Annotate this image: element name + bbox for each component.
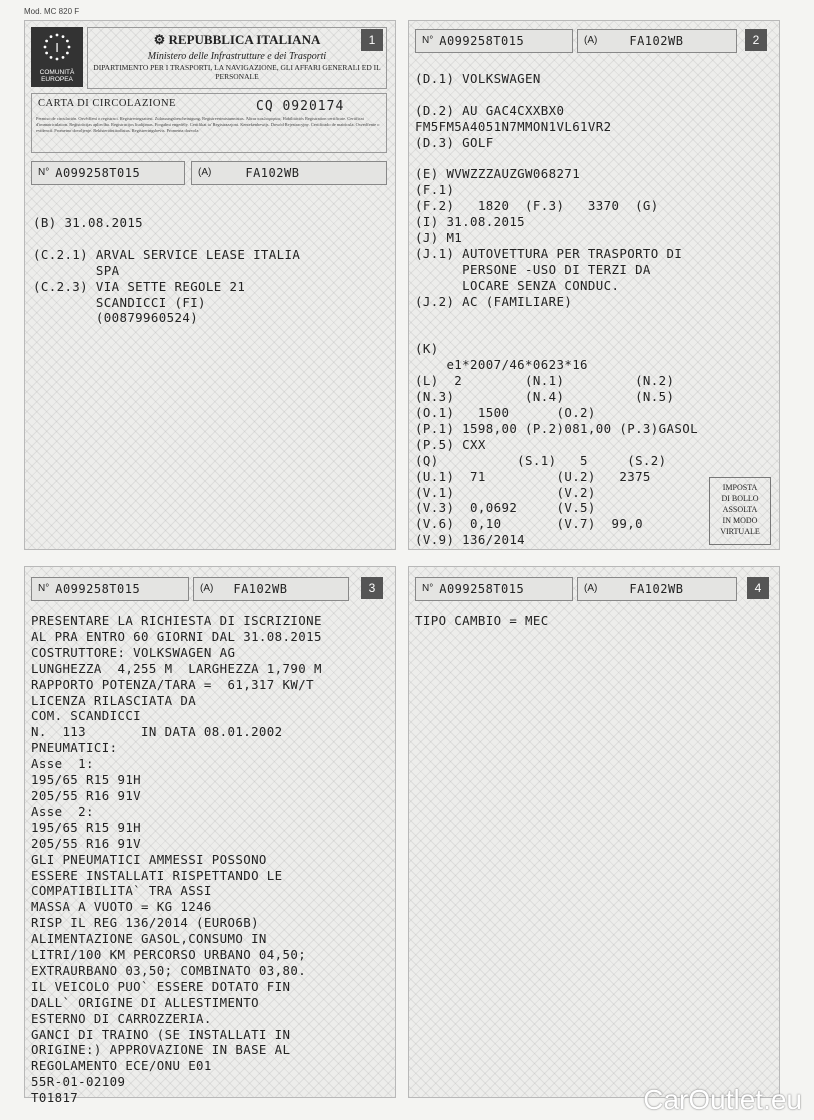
serial-label: N°: [38, 167, 50, 178]
serial-number: A099258T015: [439, 582, 525, 596]
text-line: GANCI DI TRAINO (SE INSTALLATI IN: [31, 1026, 291, 1042]
text-line: (C.2.1) ARVAL SERVICE LEASE ITALIA: [33, 246, 301, 262]
text-line: (K): [415, 341, 439, 357]
text-line: RISP IL REG 136/2014 (EURO6B): [31, 915, 259, 931]
text-line: ORIGINE:) APPROVAZIONE IN BASE AL: [31, 1042, 291, 1058]
serial-label: N°: [38, 583, 50, 594]
stamp-duty-box: [709, 477, 771, 545]
plate-number: FA102WB: [233, 582, 288, 596]
notes-text: [31, 613, 322, 1106]
eu-emblem: [31, 27, 83, 87]
text-line: LITRI/100 KM PERCORSO URBANO 04,50;: [31, 947, 307, 963]
text-line: EXTRAURBANO 03,50; COMBINATO 03,80.: [31, 962, 307, 978]
text-line: (E) WVWZZZAUZGW068271: [415, 166, 581, 182]
text-line: COSTRUTTORE: VOLKSWAGEN AG: [31, 644, 236, 660]
text-line: (I) 31.08.2015: [415, 214, 526, 230]
text-line: e1*2007/46*0623*16: [415, 357, 588, 373]
text-line: (U.1) 71 (U.2) 2375: [415, 468, 651, 484]
text-line: LUNGHEZZA 4,255 M LARGHEZZA 1,790 M: [31, 660, 322, 676]
serial-label: N°: [422, 583, 434, 594]
panel-2: [408, 20, 780, 550]
text-line: DALL` ORIGINE DI ALLESTIMENTO: [31, 994, 259, 1010]
text-line: 195/65 R15 91H: [31, 772, 142, 788]
serial-box: [415, 577, 573, 601]
text-line: Asse 1:: [31, 756, 94, 772]
text-line: (00879960524): [33, 310, 199, 326]
text-line: COM. SCANDICCI: [31, 708, 142, 724]
star-icon: [66, 40, 69, 43]
text-line: (J.1) AUTOVETTURA PER TRASPORTO DI: [415, 245, 683, 261]
emblem-icon: ⚙: [153, 32, 169, 47]
panel-number: 1: [361, 29, 383, 51]
panel-3: [24, 566, 396, 1106]
ministry-name: Ministero delle Infrastrutture e dei Trasporti: [147, 51, 327, 62]
text-line: (D.3) GOLF: [415, 134, 494, 150]
text-line: MASSA A VUOTO = KG 1246: [31, 899, 212, 915]
text-line: (F.1): [415, 182, 455, 198]
serial-box: [415, 29, 573, 53]
text-line: (D.2) AU GAC4CXXBX0: [415, 102, 565, 118]
serial-number: A099258T015: [55, 582, 141, 596]
star-icon: [62, 35, 65, 38]
star-icon: [45, 52, 48, 55]
plate-label: (A): [200, 583, 214, 594]
text-line: REGOLAMENTO ECE/ONU E01: [31, 1058, 212, 1074]
text-line: COMPATIBILITA` TRA ASSI: [31, 883, 212, 899]
text-line: (J) M1: [415, 230, 463, 246]
plate-label: (A): [198, 167, 212, 178]
text-line: 195/65 R15 91H: [31, 819, 142, 835]
document-title: CARTA DI CIRCOLAZIONE: [38, 98, 176, 109]
text-line: LOCARE SENZA CONDUC.: [415, 277, 620, 293]
text-line: IL VEICOLO PUO` ESSERE DOTATO FIN: [31, 978, 291, 994]
star-icon: [50, 56, 53, 59]
text-line: TIPO CAMBIO = MEC: [415, 613, 549, 628]
star-icon: [56, 58, 59, 61]
text-line: N. 113 IN DATA 08.01.2002: [31, 724, 283, 740]
plate-number: FA102WB: [629, 582, 684, 596]
text-line: (C.2.3) VIA SETTE REGOLE 21: [33, 278, 246, 294]
ministry-header: [87, 27, 387, 89]
plate-box: [577, 29, 737, 53]
notes-text: [415, 613, 549, 629]
text-line: ESSERE INSTALLATI RISPETTANDO LE: [31, 867, 283, 883]
text-line: [415, 151, 698, 167]
text-line: [415, 326, 698, 342]
text-line: (J.2) AC (FAMILIARE): [415, 293, 573, 309]
document-number: CQ 0920174: [256, 99, 345, 114]
text-line: [415, 87, 698, 103]
panel-number: 3: [361, 577, 383, 599]
text-line: SCANDICCI (FI): [33, 294, 206, 310]
text-line: GLI PNEUMATICI AMMESSI POSSONO: [31, 851, 267, 867]
panel-4: [408, 566, 780, 1098]
text-line: FM5FM5A4051N7MMON1VL61VR2: [415, 118, 612, 134]
text-line: (Q) (S.1) 5 (S.2): [415, 452, 667, 468]
carta-header: [31, 93, 387, 153]
text-line: Asse 2:: [31, 803, 94, 819]
text-line: RAPPORTO POTENZA/TARA = 61,317 KW/T: [31, 676, 314, 692]
serial-box: [31, 161, 185, 185]
text-line: SPA: [33, 262, 120, 278]
stamp-text: IN MODO: [722, 516, 758, 525]
star-icon: [50, 35, 53, 38]
text-line: (V.6) 0,10 (V.7) 99,0: [415, 516, 643, 532]
text-line: (V.9) 136/2014: [415, 532, 526, 548]
text-line: AL PRA ENTRO 60 GIORNI DAL 31.08.2015: [31, 628, 322, 644]
republic-title: ⚙ REPUBBLICA ITALIANA: [153, 32, 321, 47]
plate-box: [577, 577, 737, 601]
text-line: (L) 2 (N.1) (N.2): [415, 373, 675, 389]
text-line: (D.1) VOLKSWAGEN: [415, 71, 541, 86]
text-line: T01817: [31, 1090, 79, 1106]
owner-details: [33, 215, 300, 326]
text-line: ALIMENTAZIONE GASOL,CONSUMO IN: [31, 931, 267, 947]
text-line: (V.1) (V.2): [415, 484, 596, 500]
text-line: 55R-01-02109: [31, 1074, 126, 1090]
serial-box: [31, 577, 189, 601]
star-icon: [45, 40, 48, 43]
eu-label: COMUNITÀ EUROPEA: [39, 69, 75, 83]
star-icon: [62, 56, 65, 59]
vehicle-details: [415, 71, 698, 548]
text-line: (B) 31.08.2015: [33, 215, 144, 230]
text-line: ESTERNO DI CARROZZERIA.: [31, 1010, 212, 1026]
text-line: (P.1) 1598,00 (P.2)081,00 (P.3)GASOL: [415, 420, 698, 436]
text-line: (V.3) 0,0692 (V.5): [415, 500, 596, 516]
text-line: (F.2) 1820 (F.3) 3370 (G): [415, 198, 659, 214]
department-name: DIPARTIMENTO PER I TRASPORTI, LA NAVIGAZIONE, GLI AFFARI GENERALI ED IL PERSONALE: [93, 63, 381, 81]
stamp-text: IMPOSTA: [722, 483, 758, 492]
text-line: (P.5) CXX: [415, 436, 486, 452]
plate-number: FA102WB: [629, 34, 684, 48]
watermark: CarOutlet.eu: [643, 1084, 802, 1115]
plate-box: [193, 577, 349, 601]
text-line: [33, 231, 300, 247]
text-line: PNEUMATICI:: [31, 740, 118, 756]
plate-label: (A): [584, 35, 598, 46]
eu-stars-icon: [37, 31, 77, 63]
text-line: (N.3) (N.4) (N.5): [415, 389, 675, 405]
star-icon: [66, 52, 69, 55]
panel-1: [24, 20, 396, 550]
star-icon: [56, 34, 59, 37]
star-icon: [44, 46, 47, 49]
stamp-text: ASSOLTA: [722, 505, 758, 514]
stamp-text: VIRTUALE: [720, 527, 760, 536]
panel-number: 4: [747, 577, 769, 599]
panel-number: 2: [745, 29, 767, 51]
text-line: LICENZA RILASCIATA DA: [31, 692, 197, 708]
text-line: PERSONE -USO DI TERZI DA: [415, 261, 651, 277]
plate-box: [191, 161, 387, 185]
multilingual-titles: Permiso de circulación. Osvědčení o registraci. Registreringsattest. Zulassungsbescheinigung. Registreerimistunnistus. Άδεια κυκλοφορίας. Habilitációs Registration certificate. Certificat d'immatriculation. Reģistrācijas apliecība. Registracijos liudijimas. Forgalmi engedély. Certifikat ta' Registrazzjoni. Kentekenbewijs. Dowód Rejestracyjny. Certificado de matrícula. Osvedčenie o evidencii. Prometno dovoljenje. Rekisteröintitodistus. Registreringsbevis. Prometna dozvola: [36, 116, 380, 134]
form-model-label: Mod. MC 820 F: [24, 7, 80, 16]
serial-number: A099258T015: [439, 34, 525, 48]
text-line: 205/55 R16 91V: [31, 787, 142, 803]
text-line: PRESENTARE LA RICHIESTA DI ISCRIZIONE: [31, 613, 322, 628]
text-line: [415, 310, 698, 326]
serial-label: N°: [422, 35, 434, 46]
plate-number: FA102WB: [245, 166, 300, 180]
plate-label: (A): [584, 583, 598, 594]
text-line: (O.1) 1500 (O.2): [415, 405, 596, 421]
star-icon: [68, 46, 71, 49]
stamp-text: DI BOLLO: [721, 494, 759, 503]
text-line: 205/55 R16 91V: [31, 835, 142, 851]
country-letter: I: [55, 40, 59, 55]
serial-number: A099258T015: [55, 166, 141, 180]
